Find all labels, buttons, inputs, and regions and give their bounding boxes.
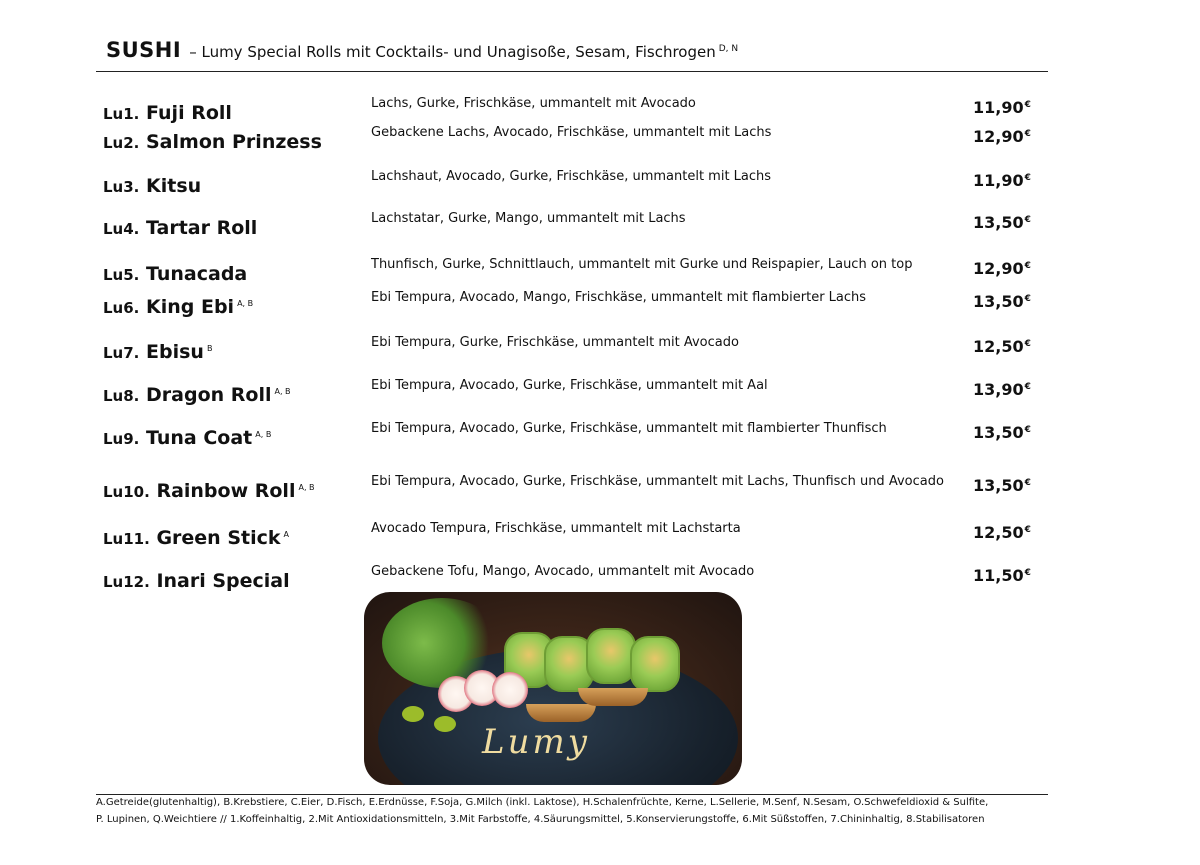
menu-item-code: Lu9. [103, 430, 140, 448]
menu-item-title: Inari Special [156, 570, 290, 592]
menu-item-title: Rainbow Roll [156, 480, 296, 502]
menu-item-row [0, 257, 1200, 293]
currency-symbol: € [1024, 172, 1031, 183]
menu-item-code: Lu5. [103, 266, 140, 284]
sushi-roll-piece [630, 636, 680, 692]
section-title: SUSHI [106, 38, 182, 62]
menu-item-title: Tunacada [146, 263, 248, 285]
currency-symbol: € [1024, 477, 1031, 488]
menu-item-price [973, 213, 1031, 232]
menu-item-price [973, 476, 1031, 495]
menu-item-description: Ebi Tempura, Gurke, Frischkäse, ummantelt mit Avocado [371, 335, 739, 350]
menu-item-row [0, 290, 1200, 326]
currency-symbol: € [1024, 338, 1031, 349]
currency-symbol: € [1024, 293, 1031, 304]
radish-slice [492, 672, 528, 708]
menu-item-title: King Ebi [146, 296, 235, 318]
menu-item-title: Fuji Roll [146, 102, 232, 124]
menu-item-price [973, 337, 1031, 356]
currency-symbol: € [1024, 128, 1031, 139]
price-value: 13,50 [973, 292, 1024, 311]
menu-item-name [103, 480, 315, 502]
menu-item-price [973, 523, 1031, 542]
menu-item-description: Thunfisch, Gurke, Schnittlauch, ummantelt mit Gurke und Reispapier, Lauch on top [371, 257, 913, 272]
menu-item-row [0, 335, 1200, 371]
menu-item-description: Ebi Tempura, Avocado, Gurke, Frischkäse, ummantelt mit Aal [371, 378, 768, 393]
menu-item-code: Lu8. [103, 387, 140, 405]
menu-item-name [103, 427, 271, 449]
price-value: 11,50 [973, 566, 1024, 585]
menu-item-title: Dragon Roll [146, 384, 272, 406]
menu-item-allergens: A, B [255, 429, 272, 439]
menu-item-name [103, 102, 232, 124]
currency-symbol: € [1024, 99, 1031, 110]
currency-symbol: € [1024, 524, 1031, 535]
menu-item-description: Lachstatar, Gurke, Mango, ummantelt mit Lachs [371, 211, 686, 226]
price-value: 13,90 [973, 380, 1024, 399]
menu-item-code: Lu6. [103, 299, 140, 317]
sauce-boat [578, 688, 648, 706]
section-allergens: D, N [718, 43, 739, 54]
footer-divider [96, 794, 1048, 795]
sauce-boat [526, 704, 596, 722]
menu-item-description: Avocado Tempura, Frischkäse, ummantelt mit Lachstarta [371, 521, 741, 536]
wasabi [402, 706, 424, 722]
price-value: 12,90 [973, 127, 1024, 146]
price-value: 11,90 [973, 171, 1024, 190]
sushi-roll-piece [586, 628, 636, 684]
currency-symbol: € [1024, 424, 1031, 435]
allergen-legend-line-2: P. Lupinen, Q.Weichtiere // 1.Koffeinhaltig, 2.Mit Antioxidationsmitteln, 3.Mit Farbstoffe, 4.Säurungsmittel, 5.Konservierungstoffe, 6.Mit Süßstoffen, 7.Chininhaltig, 8.Stabilisatoren [96, 814, 985, 825]
menu-item-description: Ebi Tempura, Avocado, Gurke, Frischkäse, ummantelt mit Lachs, Thunfisch und Avocado [371, 474, 944, 489]
menu-item-title: Tartar Roll [146, 217, 258, 239]
menu-item-code: Lu12. [103, 573, 150, 591]
menu-item-name [103, 570, 290, 592]
sushi-photo [364, 592, 742, 785]
menu-item-description: Gebackene Tofu, Mango, Avocado, ummantelt mit Avocado [371, 564, 755, 579]
menu-item-name [103, 341, 212, 363]
menu-item-name [103, 131, 322, 153]
menu-item-description: Lachs, Gurke, Frischkäse, ummantelt mit Avocado [371, 96, 696, 111]
price-value: 11,90 [973, 98, 1024, 117]
menu-item-price [973, 259, 1031, 278]
menu-item-row [0, 474, 1200, 510]
menu-item-allergens: A [283, 529, 289, 539]
menu-item-row [0, 125, 1200, 161]
menu-item-row [0, 421, 1200, 457]
menu-item-description: Gebackene Lachs, Avocado, Frischkäse, ummantelt mit Lachs [371, 125, 772, 140]
currency-symbol: € [1024, 381, 1031, 392]
menu-item-row [0, 521, 1200, 557]
price-value: 12,50 [973, 337, 1024, 356]
menu-item-code: Lu3. [103, 178, 140, 196]
menu-item-price [973, 292, 1031, 311]
price-value: 13,50 [973, 213, 1024, 232]
menu-item-code: Lu11. [103, 530, 150, 548]
menu-item-code: Lu2. [103, 134, 140, 152]
menu-item-price [973, 98, 1031, 117]
menu-item-row [0, 211, 1200, 247]
price-value: 12,90 [973, 259, 1024, 278]
menu-item-code: Lu10. [103, 483, 150, 501]
price-value: 13,50 [973, 423, 1024, 442]
menu-item-price [973, 127, 1031, 146]
menu-item-title: Ebisu [146, 341, 204, 363]
menu-item-price [973, 380, 1031, 399]
menu-item-allergens: A, B [237, 298, 254, 308]
menu-item-allergens: B [206, 343, 213, 353]
price-value: 12,50 [973, 523, 1024, 542]
menu-item-allergens: A, B [274, 386, 291, 396]
menu-item-name [103, 175, 201, 197]
wasabi [434, 716, 456, 732]
menu-item-code: Lu4. [103, 220, 140, 238]
menu-item-row [0, 169, 1200, 205]
currency-symbol: € [1024, 260, 1031, 271]
menu-item-name [103, 527, 289, 549]
menu-item-price [973, 171, 1031, 190]
menu-item-price [973, 566, 1031, 585]
menu-item-code: Lu7. [103, 344, 140, 362]
menu-item-description: Ebi Tempura, Avocado, Gurke, Frischkäse, ummantelt mit flambierter Thunfisch [371, 421, 887, 436]
menu-item-name [103, 217, 257, 239]
currency-symbol: € [1024, 567, 1031, 578]
menu-item-description: Lachshaut, Avocado, Gurke, Frischkäse, ummantelt mit Lachs [371, 169, 772, 184]
menu-item-description: Ebi Tempura, Avocado, Mango, Frischkäse, ummantelt mit flambierter Lachs [371, 290, 867, 305]
menu-item-title: Kitsu [146, 175, 202, 197]
menu-item-name [103, 263, 247, 285]
menu-item-title: Green Stick [156, 527, 281, 549]
menu-item-row [0, 378, 1200, 414]
menu-item-allergens: A, B [298, 482, 315, 492]
menu-item-name [103, 296, 253, 318]
menu-item-title: Tuna Coat [146, 427, 253, 449]
header-divider [96, 71, 1048, 72]
menu-item-name [103, 384, 291, 406]
menu-item-title: Salmon Prinzess [146, 131, 322, 153]
menu-item-price [973, 423, 1031, 442]
section-subtitle: – Lumy Special Rolls mit Cocktails- und Unagisoße, Sesam, Fischrogen [189, 43, 716, 61]
currency-symbol: € [1024, 214, 1031, 225]
allergen-legend-line-1: A.Getreide(glutenhaltig), B.Krebstiere, C.Eier, D.Fisch, E.Erdnüsse, F.Soja, G.Milch (inkl. Laktose), H.Schalenfrüchte, Kerne, L.Sellerie, M.Senf, N.Sesam, O.Schwefeldioxid & Sulfite, [96, 797, 989, 808]
menu-item-code: Lu1. [103, 105, 140, 123]
price-value: 13,50 [973, 476, 1024, 495]
menu-header [106, 38, 738, 62]
sauce-writing: Lumy [482, 722, 590, 762]
